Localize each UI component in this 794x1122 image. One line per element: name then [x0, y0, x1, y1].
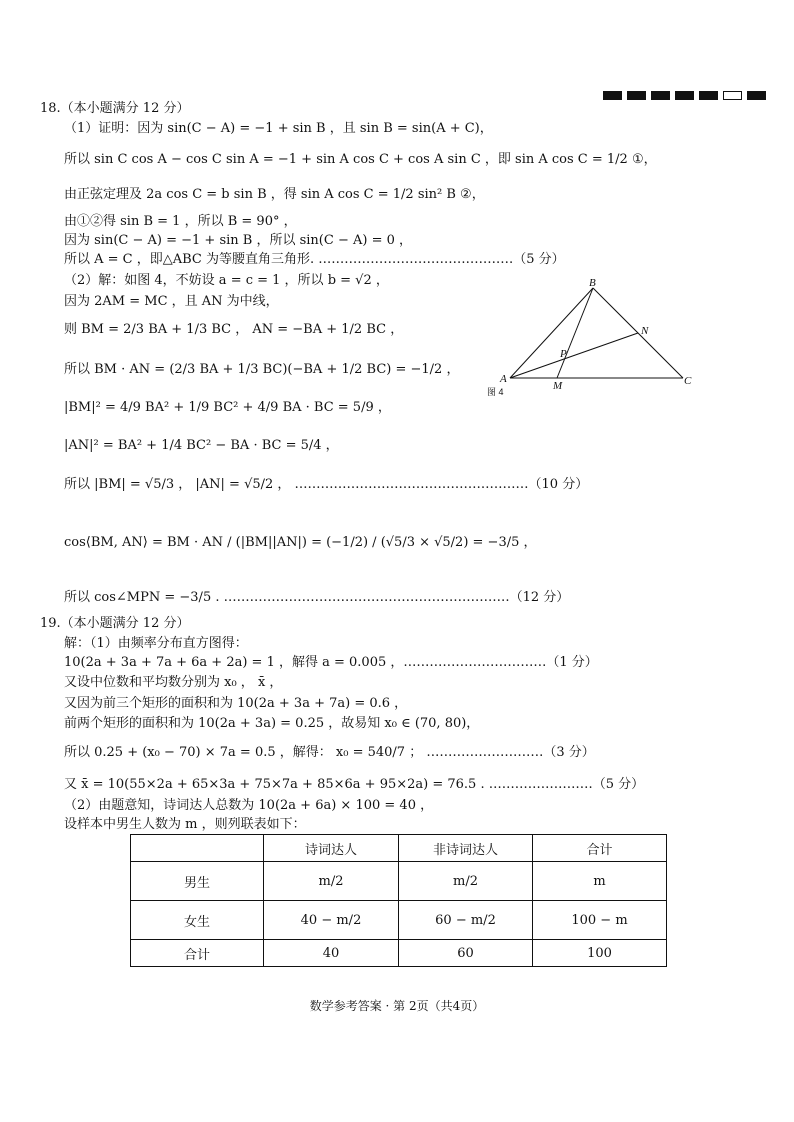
header-mark	[699, 91, 718, 100]
q19-line: 又设中位数和平均数分别为 x₀ ， x̄ ，	[64, 675, 283, 690]
table-cell: 40	[264, 940, 399, 967]
header-mark	[675, 91, 694, 100]
side-ab	[510, 288, 593, 378]
table-row	[131, 862, 667, 901]
q18-line: 因为 2AM = MC ，且 AN 为中线，	[64, 294, 279, 309]
q19-line: 又因为前三个矩形的面积和为 10(2a + 3a + 7a) = 0.6 ，	[64, 696, 408, 711]
header-mark	[603, 91, 622, 100]
q19-line: 前两个矩形的面积和为 10(2a + 3a) = 0.25 ，故易知 x₀ ∈ (70, 80)，	[64, 716, 480, 731]
header-mark	[747, 91, 766, 100]
header-mark-open	[723, 91, 742, 100]
table-cell: 100 − m	[533, 901, 667, 940]
table-cell: 合计	[131, 940, 264, 967]
table-cell: 60	[399, 940, 533, 967]
table-cell: m/2	[399, 862, 533, 901]
segment-bm	[557, 288, 593, 378]
q18-title: 18.（本小题满分 12 分）	[40, 101, 190, 116]
q18-line: 则 BM = 2/3 BA + 1/3 BC ， AN = −BA + 1/2 BC ，	[64, 322, 404, 337]
q19-line: 所以 0.25 + (x₀ − 70) × 7a = 0.5 ，解得： x₀ = 540/7 ； ………………………（3 分）	[64, 745, 595, 760]
header-marks	[603, 91, 766, 100]
q18-line: 由①②得 sin B = 1 ，所以 B = 90° ，	[64, 214, 297, 229]
q19-line: 解：（1）由频率分布直方图得：	[64, 636, 248, 651]
table-cell: m	[533, 862, 667, 901]
label-b: B	[589, 278, 596, 289]
page-footer: 数学参考答案 · 第 2页（共4页）	[309, 999, 485, 1013]
q19-line: 10(2a + 3a + 7a + 6a + 2a) = 1 ，解得 a = 0.005 ，……………………………（1 分）	[64, 655, 598, 670]
label-c: C	[684, 375, 692, 387]
table-header-row	[131, 835, 667, 862]
table-cell: m/2	[264, 862, 399, 901]
table-header-cell: 非诗词达人	[399, 835, 533, 862]
q18-line: （2）解：如图 4，不妨设 a = c = 1 ，所以 b = √2 ，	[64, 273, 389, 288]
q19-line: （2）由题意知，诗词达人总数为 10(2a + 6a) × 100 = 40 ，	[64, 798, 434, 813]
q18-line: 所以 A = C ，即△ABC 为等腰直角三角形. ………………………………………（5 分）	[64, 252, 565, 267]
table-header-cell: 诗词达人	[264, 835, 399, 862]
q18-line: |AN|² = BA² + 1/4 BC² − BA · BC = 5/4 ，	[64, 438, 339, 453]
q18-line: 因为 sin(C − A) = −1 + sin B ，所以 sin(C − A) = 0 ，	[64, 233, 412, 248]
label-p: P	[560, 348, 567, 360]
q18-line: 所以 |BM| = √5/3 ， |AN| = √5/2 ， ………………………………………………（10 分）	[64, 477, 589, 492]
q18-line: cos⟨BM, AN⟩ = BM · AN / (|BM||AN|) = (−1/2) / (√5/3 × √5/2) = −3/5 ，	[64, 535, 537, 550]
table-cell: 60 − m/2	[399, 901, 533, 940]
table-header-cell: 合计	[533, 835, 667, 862]
q19-line: 又 x̄ = 10(55×2a + 65×3a + 75×7a + 85×6a + 95×2a) = 76.5 . ……………………（5 分）	[64, 777, 645, 792]
q19-line: 设样本中男生人数为 m ，则列联表如下：	[64, 817, 306, 832]
q18-line: 由正弦定理及 2a cos C = b sin B ，得 sin A cos C = 1/2 sin² B ②，	[64, 187, 485, 202]
table-cell: 100	[533, 940, 667, 967]
contingency-table	[130, 834, 667, 967]
label-a: A	[500, 373, 507, 385]
q18-line: （1）证明：因为 sin(C − A) = −1 + sin B ，且 sin B = sin(A + C)，	[64, 121, 493, 136]
figure-4-triangle	[485, 278, 695, 403]
segment-an	[510, 333, 638, 378]
figure-caption: 图 4	[487, 387, 504, 397]
table-cell: 40 − m/2	[264, 901, 399, 940]
q18-line: 所以 cos∠MPN = −3/5 . …………………………………………………………（12 分）	[64, 590, 570, 605]
table-row	[131, 940, 667, 967]
table-cell: 男生	[131, 862, 264, 901]
label-n: N	[641, 325, 649, 337]
q18-line: |BM|² = 4/9 BA² + 1/9 BC² + 4/9 BA · BC = 5/9 ，	[64, 400, 391, 415]
table-header-cell	[131, 835, 264, 862]
q18-line: 所以 BM · AN = (2/3 BA + 1/3 BC)(−BA + 1/2 BC) = −1/2 ，	[64, 362, 460, 377]
header-mark	[651, 91, 670, 100]
table-row	[131, 901, 667, 940]
header-mark	[627, 91, 646, 100]
label-m: M	[553, 380, 563, 392]
table-cell: 女生	[131, 901, 264, 940]
q18-line: 所以 sin C cos A − cos C sin A = −1 + sin A cos C + cos A sin C ，即 sin A cos C = 1/2 ①，	[64, 152, 657, 167]
q19-title: 19.（本小题满分 12 分）	[40, 616, 190, 631]
